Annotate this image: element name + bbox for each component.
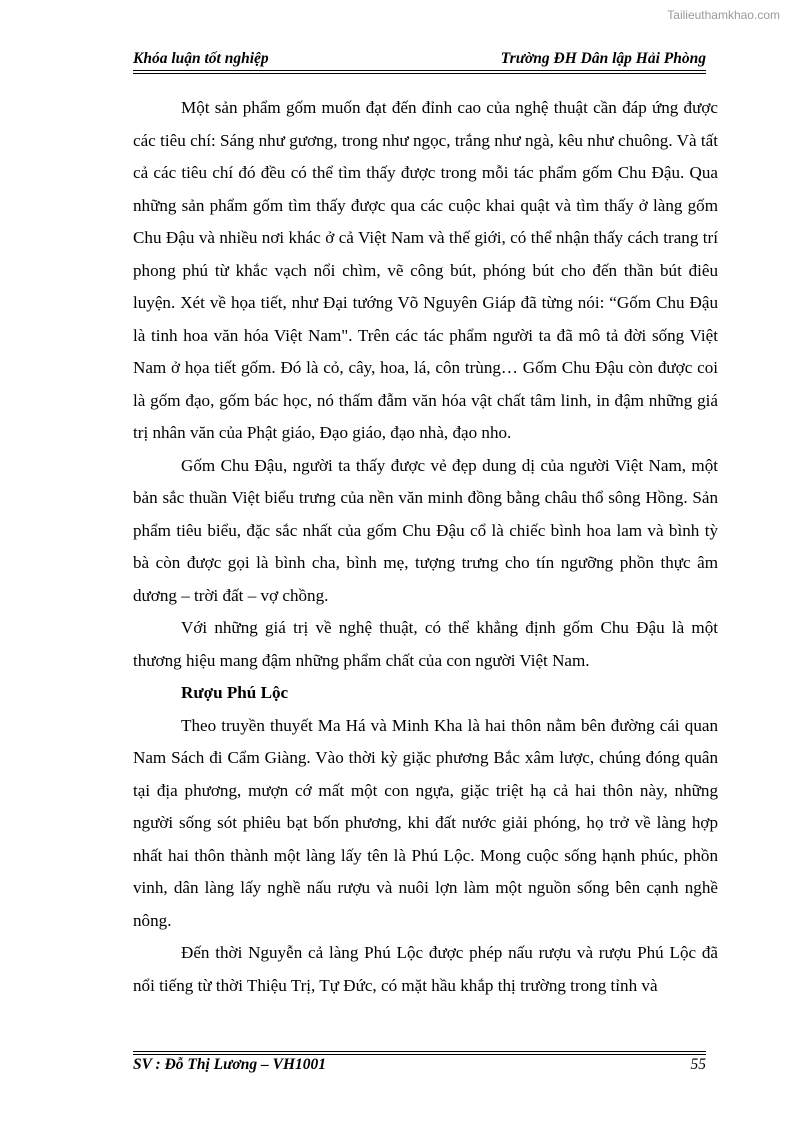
header-left-title: Khóa luận tốt nghiệp — [133, 50, 269, 67]
paragraph-1: Một sản phẩm gốm muốn đạt đến đỉnh cao của nghệ thuật cần đáp ứng được các tiêu chí: Sáng như gương, trong như ngọc, trắng như ngà, kêu như chuông. Và tất cả các tiêu chí đó đều có thể tìm thấy được trong mỗi tác phẩm gốm Chu Đậu. Qua những sản phẩm gốm tìm thấy được qua các cuộc khai quật và tìm thấy ở làng gốm Chu Đậu và nhiều nơi khác ở cả Việt Nam và thế giới, có thể nhận thấy cách trang trí phong phú từ khắc vạch nổi chìm, vẽ công bút, phóng bút cho đến thần bút điêu luyện. Xét về họa tiết, như Đại tướng Võ Nguyên Giáp đã từng nói: “Gốm Chu Đậu là tinh hoa văn hóa Việt Nam". Trên các tác phẩm người ta đã mô tả đời sống Việt Nam ở họa tiết gốm. Đó là cỏ, cây, hoa, lá, côn trùng… Gốm Chu Đậu còn được coi là gốm đạo, gốm bác học, nó thấm đẫm văn hóa vật chất tâm linh, in đậm những giá trị nhân văn của Phật giáo, Đạo giáo, đạo nhà, đạo nho. — [133, 98, 718, 442]
section-heading: Rượu Phú Lộc — [181, 683, 289, 702]
paragraph-5: Đến thời Nguyễn cả làng Phú Lộc được phép nấu rượu và rượu Phú Lộc đã nổi tiếng từ thời Thiệu Trị, Tự Đức, có mặt hầu khắp thị trường trong tỉnh và — [133, 943, 718, 995]
header-right-title: Trường ĐH Dân lập Hải Phòng — [500, 50, 706, 67]
document-body — [133, 92, 718, 1002]
paragraph-4: Theo truyền thuyết Ma Há và Minh Kha là hai thôn nằm bên đường cái quan Nam Sách đi Cẩm Giàng. Vào thời kỳ giặc phương Bắc xâm lược, chúng đóng quân tại địa phương, mượn cớ mất một con ngựa, giặc triệt hạ cả hai thôn này, những người sống sót phiêu bạt bốn phương, khi đất nước giải phóng, họ trở về làng hợp nhất hai thôn thành một làng lấy tên là Phú Lộc. Mong cuộc sống hạnh phúc, phồn vinh, dân làng lấy nghề nấu rượu và nuôi lợn làm một nguồn sống bên cạnh nghề nông. — [133, 715, 718, 930]
page-number: 55 — [690, 1056, 706, 1073]
watermark-text: Tailieuthamkhao.com — [667, 8, 780, 22]
paragraph-2: Gốm Chu Đậu, người ta thấy được vẻ đẹp dung dị của người Việt Nam, một bản sắc thuần Việt biểu trưng của nền văn minh đồng bằng châu thổ sông Hồng. Sản phẩm tiêu biểu, đặc sắc nhất của gốm Chu Đậu cổ là chiếc bình hoa lam và bình tỳ bà còn được gọi là bình cha, bình mẹ, tượng trưng cho tín ngưỡng phồn thực âm dương – trời đất – vợ chồng. — [133, 455, 718, 605]
footer-author: SV : Đỗ Thị Lương – VH1001 — [133, 1056, 327, 1073]
paragraph-3: Với những giá trị về nghệ thuật, có thể khẳng định gốm Chu Đậu là một thương hiệu mang đậm những phẩm chất của con người Việt Nam. — [133, 618, 718, 670]
footer-rule-thin — [133, 1054, 706, 1055]
header-rule — [133, 70, 706, 71]
page-header — [133, 50, 706, 68]
header-rule-thin — [133, 73, 706, 74]
footer-rule — [133, 1051, 706, 1052]
page-footer — [133, 1056, 706, 1074]
